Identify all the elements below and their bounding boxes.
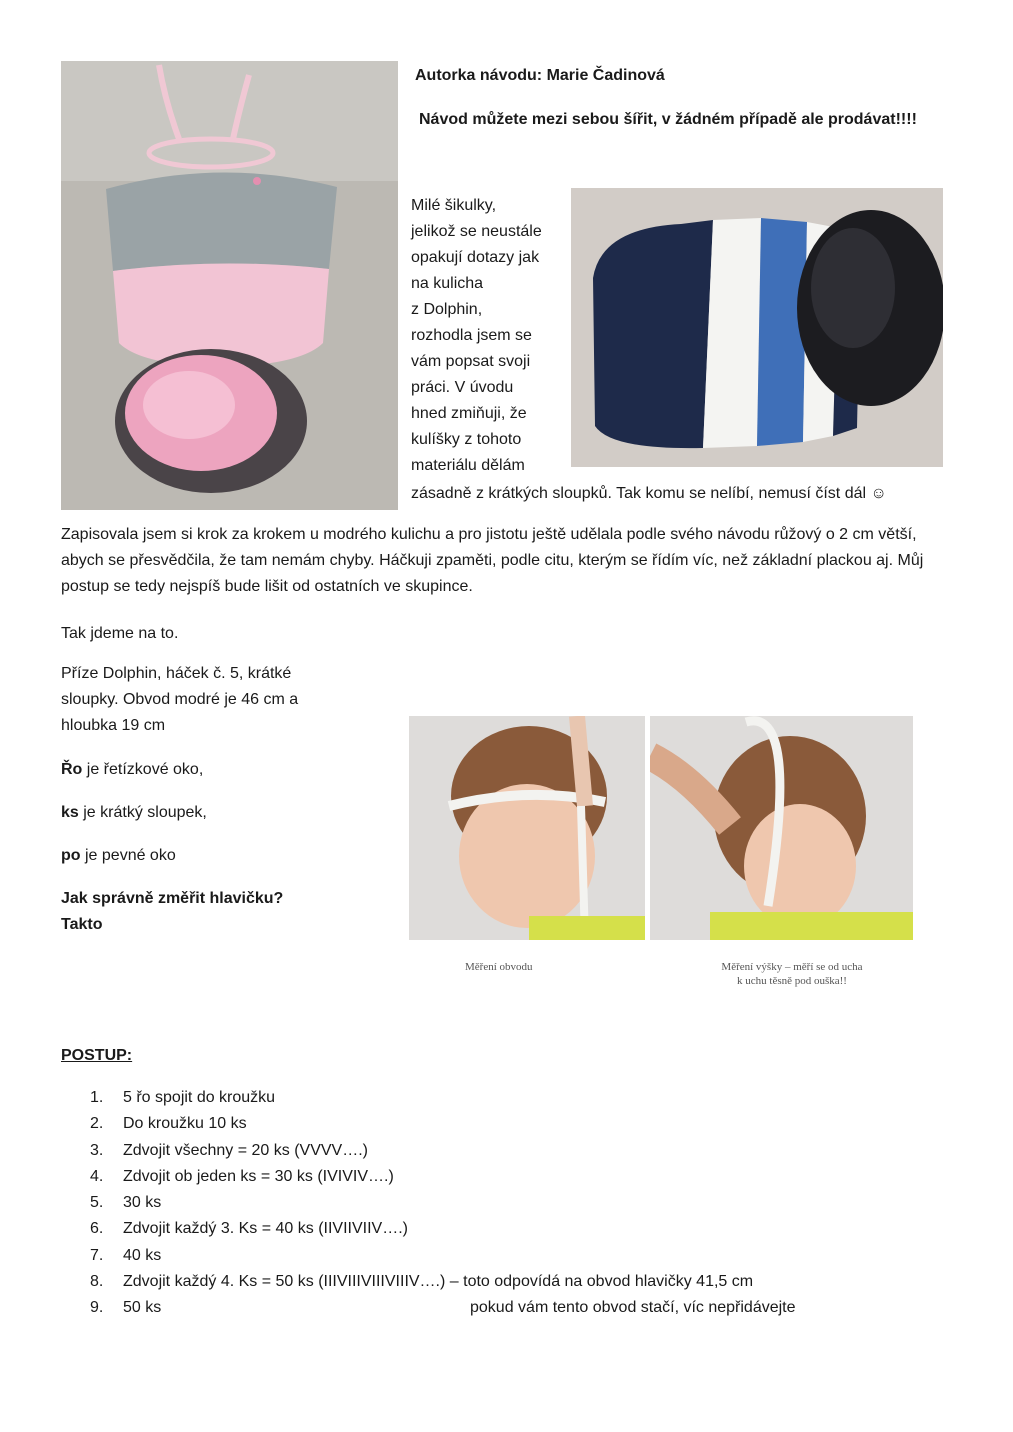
height-illustration (650, 716, 913, 940)
intro-line: vám popsat svoji (411, 353, 531, 370)
intro-column (411, 193, 561, 479)
step-number: 5. (90, 1194, 104, 1212)
intro-line: na kulicha (411, 275, 484, 292)
abbr-po: po (61, 847, 81, 864)
step-text: Do kroužku 10 ks (123, 1115, 247, 1133)
definition-po (61, 843, 176, 869)
list-item (90, 1111, 990, 1137)
sharing-notice: Návod můžete mezi sebou šířit, v žádném případě ale prodávat!!!! (419, 111, 917, 128)
paragraph-notes: Zapisovala jsem si krok za krokem u modrého kulichu a pro jistotu ještě udělala podle svého návodu růžový o 2 cm větší, abych se přesvědčila, že tam nemám chyby. Háčkuji zpaměti, podle citu, kterým se řídím víc, než základní plackou aj. Můj postup se tedy nejspíš bude lišit od ostatních ve skupince. (61, 526, 924, 595)
step-text: Zdvojit ob jeden ks = 30 ks (IVIVIV….) (123, 1167, 394, 1185)
list-item (90, 1269, 990, 1295)
intro-line: materiálu dělám (411, 457, 525, 474)
measure-heading (61, 886, 283, 938)
list-item (90, 1164, 990, 1190)
step-text: 40 ks (123, 1246, 162, 1264)
step-number: 8. (90, 1273, 104, 1291)
measure-question: Jak správně změřit hlavičku? (61, 890, 284, 907)
intro-line: rozhodla jsem se (411, 327, 532, 344)
step-text: 30 ks (123, 1194, 162, 1212)
blue-hat-illustration (571, 188, 943, 467)
definition-ks-text: je krátký sloupek, (78, 804, 207, 821)
abbr-ro: Řo (61, 761, 83, 778)
blue-hat-photo (571, 188, 943, 467)
abbr-ks: ks (61, 804, 79, 821)
step-number: 7. (90, 1246, 104, 1264)
intro-line: opakují dotazy jak (411, 249, 540, 266)
step-text: 50 ks (123, 1299, 162, 1317)
pink-hat-illustration (61, 61, 398, 510)
step-number: 1. (90, 1089, 104, 1106)
definition-ro (61, 757, 203, 783)
postup-heading: POSTUP: (61, 1047, 133, 1064)
list-item (90, 1216, 990, 1242)
caption-height (712, 960, 872, 988)
step-number: 6. (90, 1220, 104, 1238)
step-number: 3. (90, 1141, 104, 1159)
definition-po-text: je pevné oko (80, 847, 176, 864)
step-text: Zdvojit každý 3. Ks = 40 ks (IIVIIVIIV….) (123, 1220, 408, 1238)
steps-list (90, 1085, 990, 1322)
intro-last-line: zásadně z krátkých sloupků. Tak komu se nelíbí, nemusí číst dál ☺ (411, 485, 887, 502)
intro-line: z Dolphin, (411, 301, 483, 318)
circumference-illustration (409, 716, 645, 940)
list-item (90, 1243, 990, 1269)
caption-height-line-1: Měření výšky – měří se od ucha (721, 961, 863, 973)
step-text: Zdvojit každý 4. Ks = 50 ks (IIIVIIIVIIIVIIIV….) – toto odpovídá na obvod hlavičky 41,5 cm (123, 1273, 754, 1291)
intro-line: kulíšky z tohoto (411, 431, 522, 448)
intro-line: hned zmiňuji, že (411, 405, 527, 422)
list-item (90, 1295, 990, 1321)
step-number: 9. (90, 1299, 104, 1317)
intro-line: jelikož se neustále (411, 223, 542, 240)
step-note: pokud vám tento obvod stačí, víc nepřidávejte (470, 1299, 796, 1317)
step-number: 4. (90, 1167, 104, 1185)
head-height-photo (650, 716, 913, 940)
yarn-info: Příze Dolphin, háček č. 5, krátké sloupky. Obvod modré je 46 cm a hloubka 19 cm (61, 665, 299, 734)
step-text: 5 řo spojit do kroužku (123, 1089, 276, 1106)
step-number: 2. (90, 1115, 104, 1133)
caption-height-line-2: k uchu těsně pod ouška!! (737, 975, 847, 987)
pink-hat-photo (61, 61, 398, 510)
intro-line: Milé šikulky, (411, 197, 497, 214)
definition-ks (61, 800, 207, 826)
caption-circumference: Měření obvodu (465, 961, 533, 973)
definition-ro-text: je řetízkové oko, (82, 761, 204, 778)
head-circumference-photo (409, 716, 645, 940)
list-item (90, 1138, 990, 1164)
measure-answer: Takto (61, 916, 103, 933)
author-line: Autorka návodu: Marie Čadinová (415, 67, 665, 84)
list-item (90, 1190, 990, 1216)
step-text: Zdvojit všechny = 20 ks (VVVV….) (123, 1141, 368, 1159)
paragraph-start: Tak jdeme na to. (61, 625, 179, 642)
list-item (90, 1085, 990, 1111)
intro-line: práci. V úvodu (411, 379, 514, 396)
